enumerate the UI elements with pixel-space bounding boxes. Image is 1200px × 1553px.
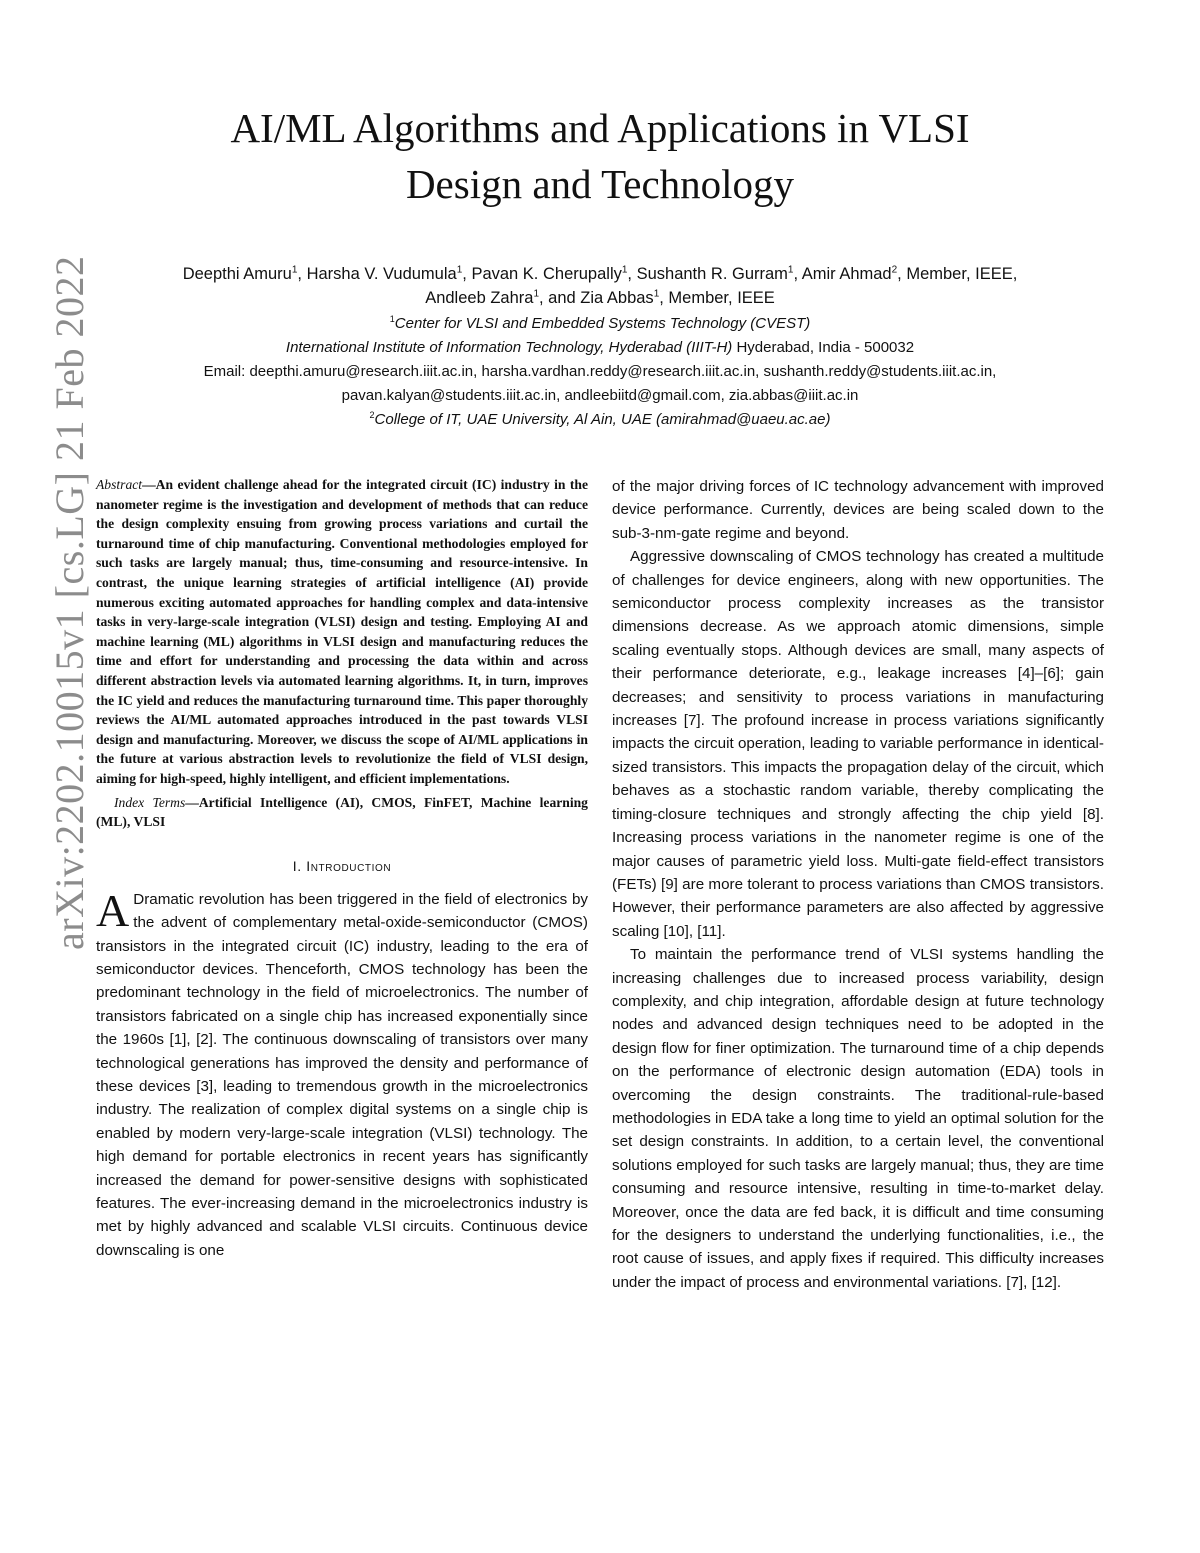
index-terms-text: Artificial Intelligence (AI), CMOS, FinFET, Machine learning (ML), VLSI	[96, 794, 588, 830]
author-affil-sup: 1	[456, 264, 463, 276]
intro-paragraph-1-continued: of the major driving forces of IC technology advancement with improved device performance. Currently, devices are being scaled down to the sub-3-nm-gate regime and beyond.	[612, 478, 1104, 542]
email-line-2: pavan.kalyan@students.iiit.ac.in, andleebiitd@gmail.com, zia.abbas@iiit.ac.in	[341, 387, 859, 404]
affiliation-2-name: College of IT, UAE University, Al Ain, UAE (amirahmad@uaeu.ac.ae)	[374, 411, 831, 428]
author-name: Deepthi Amuru	[182, 265, 292, 283]
index-terms-label: Index Terms	[114, 794, 186, 810]
title-line-1: AI/ML Algorithms and Applications in VLSI	[230, 105, 970, 151]
arxiv-identifier-stamp: arXiv:2202.10015v1 [cs.LG] 21 Feb 2022	[47, 255, 92, 950]
author-affil-sup: 1	[291, 264, 298, 276]
affiliation-1-name: Center for VLSI and Embedded Systems Technology (CVEST)	[394, 315, 811, 332]
author-list	[80, 262, 1120, 310]
affiliation-1-sup: 1	[389, 314, 395, 324]
author-separator: ,	[297, 265, 307, 283]
abstract: Abstract—An evident challenge ahead for the integrated circuit (IC) industry in the nanometer regime is the investigation and development of methods that can reduce the design complexity ensuing from growing process variations and curtail the turnaround time of chip manufacturing. Conventional methodologies employed for such tasks are largely manual; thus, time-consuming and resource-intensive. In contrast, the unique learning strategies of artificial intelligence (AI) provide numerous exciting automated approaches for handling complex and data-intensive tasks in very-large-scale integration (VLSI) design and testing. Employing AI and machine learning (ML) algorithms in VLSI design and manufacturing reduces the time and effort for understanding and processing the data within and across different abstraction levels via automated learning algorithms. It, in turn, improves the IC yield and reduces the manufacturing turnaround time. This paper thoroughly reviews the AI/ML automated approaches introduced in the past towards VLSI design and manufacturing. Moreover, we discuss the scope of AI/ML applications in the future at various abstraction levels to revolutionize the field of VLSI design, aiming for high-speed, highly intelligent, and efficient implementations.	[96, 477, 588, 786]
affiliation-2	[100, 409, 1100, 431]
affiliation-1-location: Hyderabad, India - 500032	[732, 339, 915, 356]
author-name: Harsha V. Vudumula	[306, 265, 457, 283]
abstract-text: An evident challenge ahead for the integrated circuit (IC) industry in the nanometer regime is the investigation and development of methods that can reduce the design complexity ensuing from growing process variations and curtail the turnaround time of chip manufacturing. Conventional methodologies employed for such tasks are largely manual; thus, time-consuming and resource-intensive. In contrast, the unique learning strategies of artificial intelligence (AI) provide numerous exciting automated approaches for handling complex and data-intensive tasks in very-large-scale integration (VLSI) design and testing. Employing AI and machine learning (ML) algorithms in VLSI design and manufacturing reduces the time and effort for understanding and processing the data within and across different abstraction levels via automated learning algorithms. It, in turn, improves the IC yield and reduces the manufacturing turnaround time. This paper thoroughly reviews the AI/ML automated approaches introduced in the past towards VLSI design and manufacturing. Moreover, we discuss the scope of AI/ML applications in the future at various abstraction levels to revolutionize the field of VLSI design, aiming for high-speed, highly intelligent, and efficient implementations.	[96, 477, 588, 786]
author-name: Sushanth R. Gurram	[636, 265, 788, 283]
affiliation-1-institute-name: International Institute of Information Technology, Hyderabad (IIIT-H)	[285, 339, 733, 356]
author-name: Pavan K. Cherupally	[471, 265, 622, 283]
author-name: Amir Ahmad	[801, 265, 892, 283]
author-name: Andleeb Zahra	[425, 289, 534, 307]
affiliation-2-sup: 2	[369, 410, 375, 420]
author-separator: , Member, IEEE	[659, 289, 775, 307]
author-affil-sup: 1	[533, 288, 539, 300]
author-name: Zia Abbas	[580, 289, 654, 307]
paper-title	[100, 100, 1100, 212]
affiliation-1-institute	[100, 337, 1100, 359]
author-separator: , Member, IEEE,	[897, 265, 1018, 283]
index-terms: Index Terms—Artificial Intelligence (AI), CMOS, FinFET, Machine learning (ML), VLSI	[96, 794, 588, 830]
author-affil-sup: 1	[787, 264, 794, 276]
author-separator: ,	[462, 265, 472, 283]
title-line-2: Design and Technology	[405, 161, 795, 207]
email-line-1: Email: deepthi.amuru@research.iiit.ac.in, harsha.vardhan.reddy@research.iiit.ac.in, sushanth.reddy@students.iiit.ac.in,	[203, 363, 997, 380]
intro-paragraph-1	[96, 884, 588, 1263]
drop-cap: A	[96, 884, 130, 936]
author-affil-sup: 1	[653, 288, 660, 300]
section-heading-introduction: I. Introduction	[292, 857, 392, 874]
author-separator: ,	[627, 265, 637, 283]
affiliation-1	[100, 313, 1100, 335]
intro-paragraph-3: To maintain the performance trend of VLSI systems handling the increasing challenges due to increased process variability, design complexity, and chip integration, affordable design at future technology nodes and advanced design techniques need to be adopted in the design flow for finer optimization. The turnaround time of a chip depends on the performance of electronic design automation (EDA) tools in overcoming the design constraints. The traditional-rule-based methodologies in EDA take a long time to yield an optimal solution for the set design constraints. In addition, to a certain level, the conventional solutions employed for such tasks are largely manual; thus, they are time consuming and resource intensive, resulting in time-to-market delay. Moreover, once the data are fed back, it is difficult and time consuming for the designers to understand the underlying functionalities, i.e., the root cause of issues, and apply fixes if required. This difficulty increases under the impact of process and environmental variations. [7], [12].	[612, 946, 1104, 1291]
intro-paragraph-2: Aggressive downscaling of CMOS technology has created a multitude of challenges for device engineers, along with new opportunities. The semiconductor process complexity increases as the transistor dimensions decrease. As we approach atomic dimensions, simple scaling eventually stops. Although devices are small, many aspects of their performance deteriorate, e.g., leakage increases [4]–[6]; gain decreases; and sensitivity to process variations in manufacturing increases [7]. The profound increase in process variations significantly impacts the circuit operation, leading to variable performance in identical-sized transistors. This impacts the propagation delay of the circuit, which behaves as a stochastic random variable, thereby complicating the timing-closure techniques and strongly affecting the chip yield [8]. Increasing process variations in the nanometer regime is one of the major causes of parametric yield loss. Multi-gate field-effect transistors (FETs) [9] are more tolerant to process variations than CMOS transistors. However, their performance parameters are also affected by aggressive scaling [10], [11].	[612, 548, 1104, 940]
abstract-label: Abstract	[96, 477, 143, 492]
right-column	[612, 475, 1104, 1294]
author-affil-sup: 1	[621, 264, 628, 276]
author-separator: ,	[793, 265, 802, 283]
author-separator: , and	[539, 289, 581, 307]
author-affil-sup: 2	[891, 264, 898, 276]
intro-paragraph-1-text: Dramatic revolution has been triggered in the field of electronics by the advent of complementary metal-oxide-semiconductor (CMOS) transistors in the integrated circuit (IC) industry, leading to the era of semiconductor devices. Thenceforth, CMOS technology has been the predominant technology in the field of microelectronics. The number of transistors fabricated on a single chip has increased exponentially since the 1960s [1], [2]. The continuous downscaling of transistors over many technological generations has improved the density and performance of these devices [3], leading to tremendous growth in the microelectronics industry. The realization of complex digital systems on a single chip is enabled by modern very-large-scale integration (VLSI) technology. The high demand for portable electronics in recent years has significantly increased the demand for power-sensitive designs with sophisticated features. The ever-increasing demand in the microelectronics industry is met by highly advanced and scalable VLSI circuits. Continuous device downscaling is one	[96, 890, 588, 1259]
left-column	[96, 475, 588, 1262]
